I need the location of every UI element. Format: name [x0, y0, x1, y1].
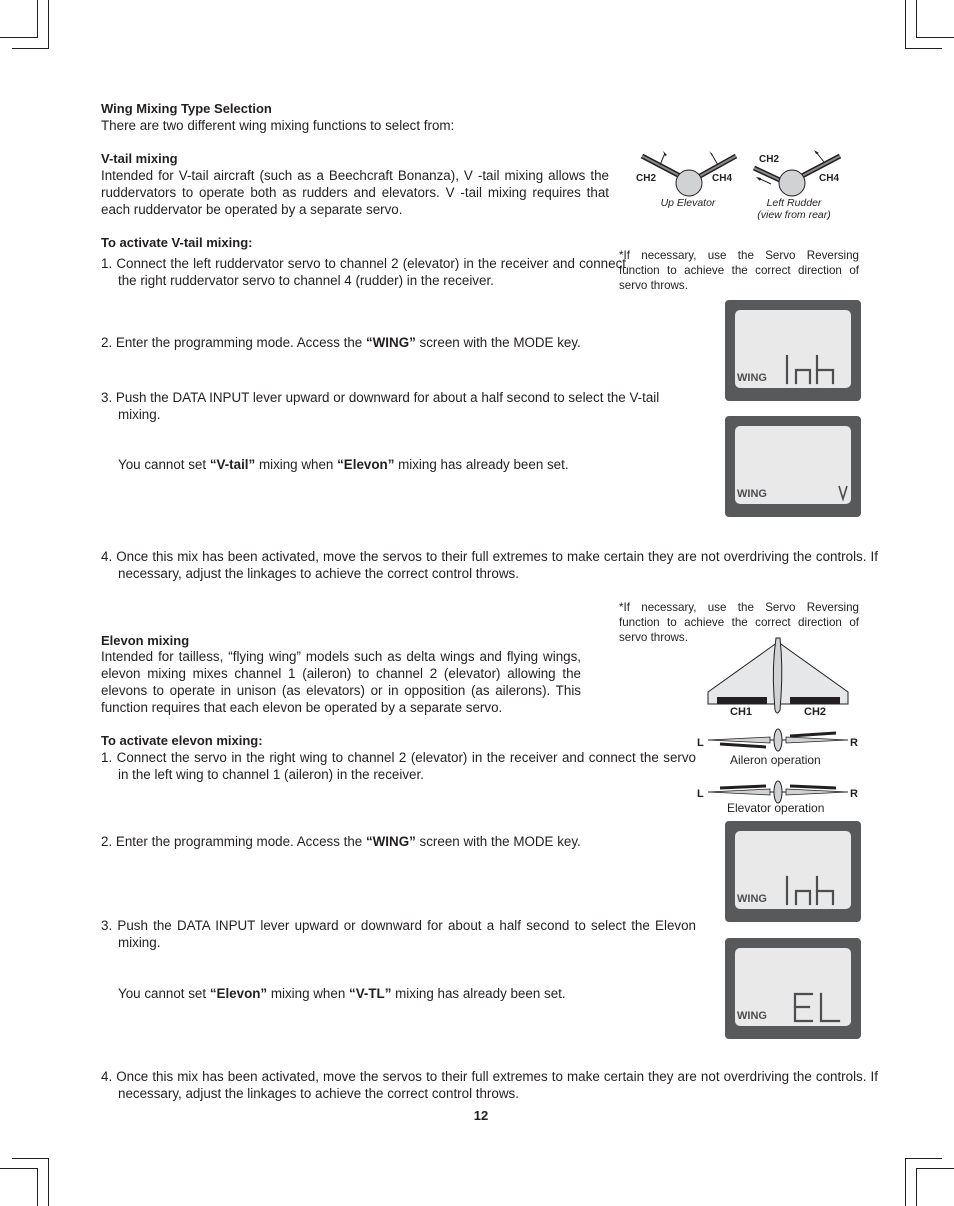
vtail-step-1: 1. Connect the left ruddervator servo to channel 2 (elevator) in the receiver and connect the right ruddervator servo to channel 4 (rudder) in the receiver.: [101, 256, 626, 288]
vtail-activate-heading: To activate V-tail mixing:: [101, 235, 253, 250]
aileron-right-label: R: [850, 737, 858, 749]
lcd-screen: [735, 831, 851, 909]
aileron-operation-figure: [708, 729, 848, 751]
vtail-step-3: 3. Push the DATA INPUT lever upward or downward for about a half second to select the V-tail mixing.: [101, 390, 660, 422]
vtail-ch2-left-label: CH2: [636, 173, 657, 184]
vtail-note: You cannot set “V-tail” mixing when “Elevon” mixing has already been set.: [118, 457, 569, 472]
lcd-mode-label: WING: [737, 893, 767, 905]
elevator-right-label: R: [850, 788, 858, 800]
crop-mark: [0, 37, 38, 38]
elevon-description: Intended for tailless, “flying wing” models such as delta wings and flying wings, elevon mixing mixes channel 1 (aileron) to channel 2 (elevator) allowing the elevons to operate in unison (as elevators) or in opposition (as ailerons). This function requires that each elevon be operated by a separate servo.: [101, 649, 581, 715]
section-title: Wing Mixing Type Selection: [101, 101, 272, 116]
elevator-left-label: L: [697, 788, 704, 800]
lcd-value-inh: [735, 831, 851, 909]
lcd-mode-label: WING: [737, 1010, 767, 1022]
lcd-value-v: [735, 426, 851, 504]
intro-text: There are two different wing mixing functions to select from:: [101, 118, 455, 133]
crop-mark: [12, 1158, 49, 1159]
up-elevator-caption: Up Elevator: [660, 197, 716, 209]
vtail-reverse-note: *If necessary, use the Servo Reversing function to achieve the correct direction of servo throws.: [619, 249, 859, 292]
elevon-diagram: [700, 636, 860, 812]
elevon-step-3: 3. Push the DATA INPUT lever upward or downward for about a half second to select the Elevon mixing.: [101, 918, 696, 950]
lcd-mode-label: WING: [737, 372, 767, 384]
lcd-value-el: [735, 948, 851, 1026]
lcd-screen: [735, 310, 851, 388]
crop-mark: [48, 1158, 49, 1206]
vtail-ch4-left-label: CH4: [712, 173, 733, 184]
lcd-value-inh: [735, 310, 851, 388]
lcd-screen: [735, 948, 851, 1026]
crop-mark: [916, 0, 917, 38]
vtail-ch4-right-label: CH4: [819, 173, 840, 184]
vtail-heading: V-tail mixing: [101, 151, 178, 166]
crop-mark: [905, 1158, 942, 1159]
elevon-ch2-label: CH2: [804, 706, 827, 718]
vtail-ch2-right-label: CH2: [759, 154, 780, 165]
lcd-display-vtail-inh: [725, 300, 861, 401]
elevon-step-2: 2. Enter the programming mode. Access the “WING” screen with the MODE key.: [101, 834, 581, 849]
crop-mark: [916, 37, 954, 38]
crop-mark: [905, 48, 942, 49]
crop-mark: [37, 1168, 38, 1206]
elevon-note: You cannot set “Elevon” mixing when “V-TL” mixing has already been set.: [118, 986, 566, 1001]
lcd-display-vtail-v: [725, 416, 861, 517]
left-rudder-caption: Left Rudder: [766, 197, 822, 209]
lcd-mode-label: WING: [737, 488, 767, 500]
flying-wing-figure: [708, 638, 848, 713]
crop-mark: [905, 1158, 906, 1206]
aileron-operation-caption: Aileron operation: [730, 753, 821, 767]
crop-mark: [0, 1168, 38, 1169]
crop-mark: [905, 0, 906, 48]
vtail-step-4: 4. Once this mix has been activated, move the servos to their full extremes to make certain they are not overdriving the controls. If necessary, adjust the linkages to achieve the correct control throws.: [101, 549, 878, 581]
elevon-reverse-note: *If necessary, use the Servo Reversing function to achieve the correct direction of servo throws.: [619, 601, 859, 644]
elevator-operation-caption: Elevator operation: [727, 801, 825, 815]
page-number: 12: [473, 1108, 489, 1123]
crop-mark: [12, 48, 49, 49]
lcd-display-elevon-inh: [725, 821, 861, 922]
crop-mark: [48, 0, 49, 48]
crop-mark: [37, 0, 38, 38]
view-from-rear-caption: (view from rear): [757, 209, 831, 221]
elevon-step-4: 4. Once this mix has been activated, move the servos to their full extremes to make certain they are not overdriving the controls. If necessary, adjust the linkages to achieve the correct control throws.: [101, 1069, 878, 1101]
vtail-step-2: 2. Enter the programming mode. Access the “WING” screen with the MODE key.: [101, 335, 581, 350]
lcd-display-elevon-el: [725, 938, 861, 1039]
elevon-activate-heading: To activate elevon mixing:: [101, 733, 263, 748]
elevon-heading: Elevon mixing: [101, 633, 190, 648]
crop-mark: [916, 1168, 917, 1206]
lcd-screen: [735, 426, 851, 504]
vtail-description: Intended for V-tail aircraft (such as a Beechcraft Bonanza), V -tail mixing allows the ruddervators to operate both as rudders and elevators. V -tail mixing requires that each ruddervator be operated by a separate servo.: [101, 168, 609, 217]
aileron-left-label: L: [697, 737, 704, 749]
elevon-step-1: 1. Connect the servo in the right wing to channel 2 (elevator) in the receiver and connect the servo in the left wing to channel 1 (aileron) in the receiver.: [101, 750, 696, 782]
elevator-operation-figure: [708, 781, 848, 803]
crop-mark: [916, 1168, 954, 1169]
elevon-ch1-label: CH1: [730, 706, 753, 718]
